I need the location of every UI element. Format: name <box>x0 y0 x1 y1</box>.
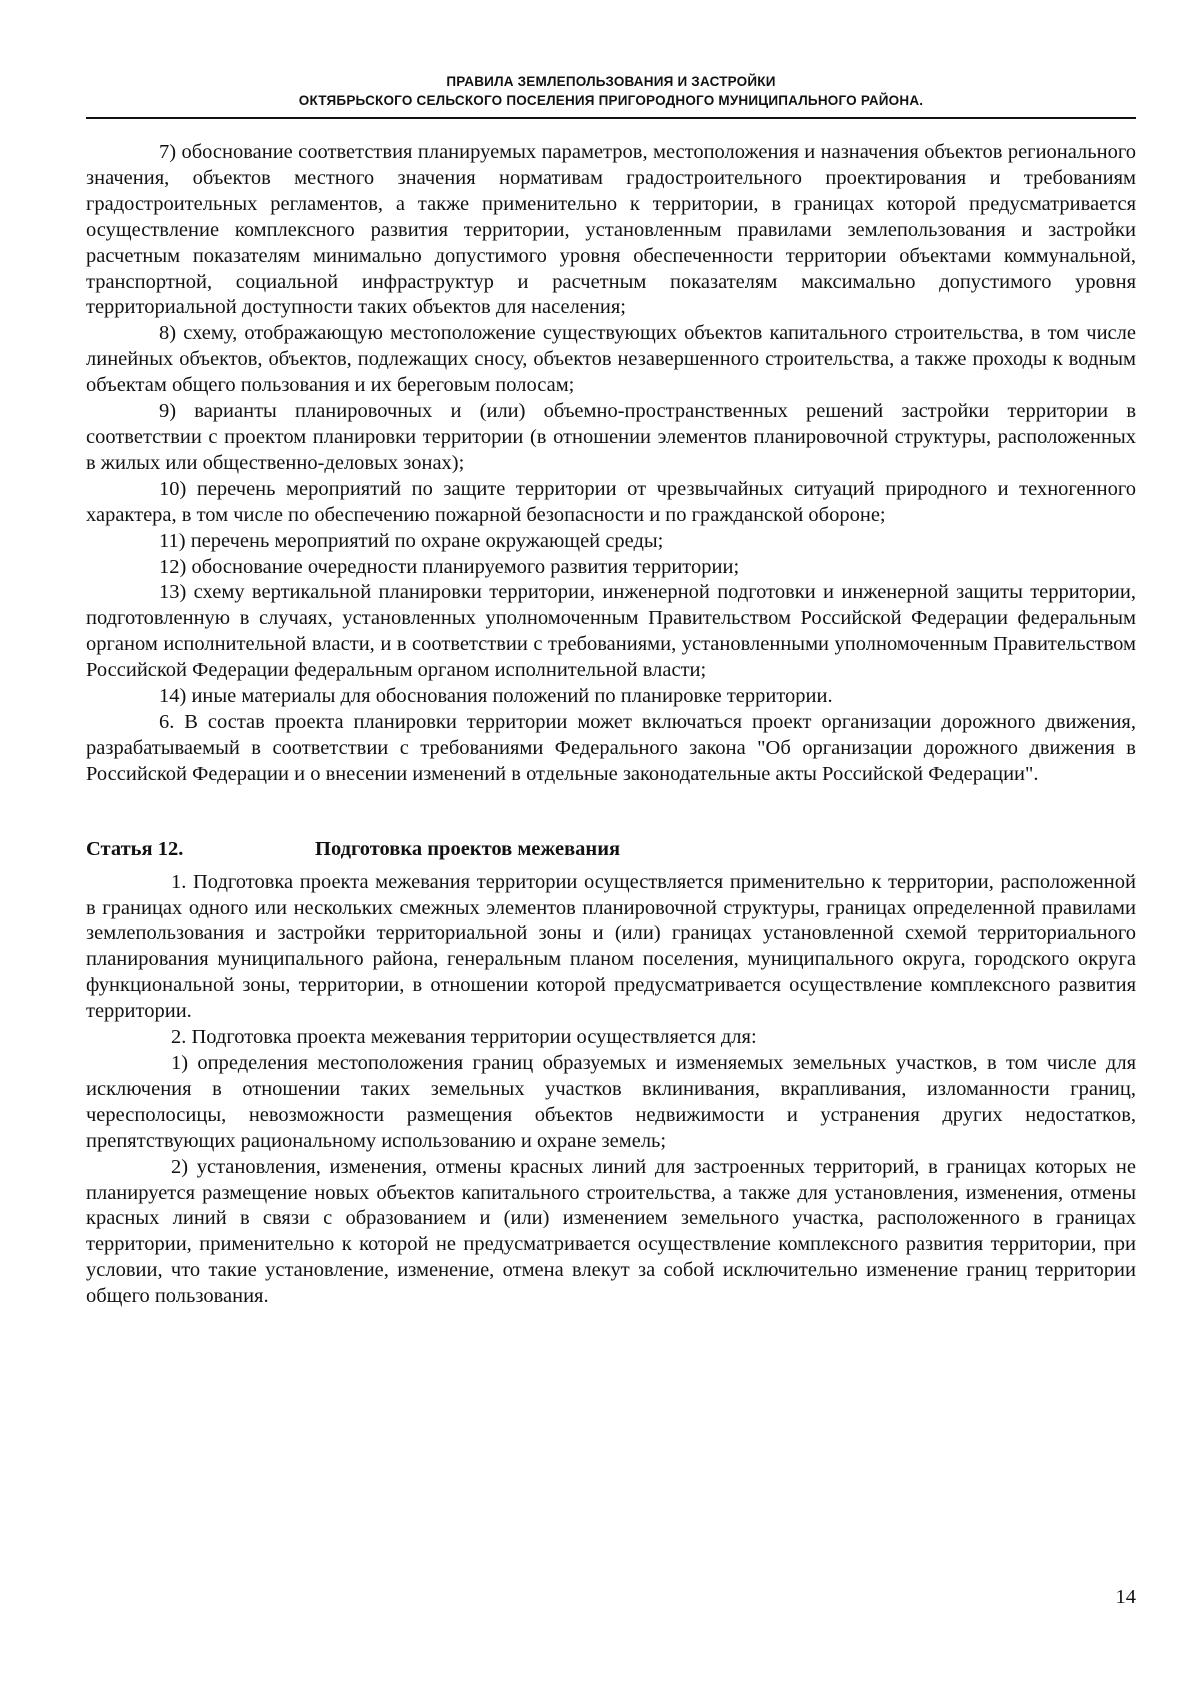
paragraph-item-12: 12) обоснование очередности планируемого развития территории; <box>159 555 740 578</box>
paragraph-item-11: 11) перечень мероприятий по охране окружающей среды; <box>159 529 664 552</box>
paragraph-point-6: 6. В состав проекта планировки территории может включаться проект организации дорожного движения, разрабатываемый в соответствии с требованиями Федерального закона "Об организации дорожного движения в Российской Федерации и о внесении изменений в отдельные законодательные акты Российской Федерации". <box>86 710 1136 785</box>
article-heading <box>86 836 1136 870</box>
paragraph-subitem-2: 2) установления, изменения, отмены красных линий для застроенных территорий, в границах которых не планируется размещение новых объектов капитального строительства, а также для установления, изменения, отмены красных линий в связи с образованием и (или) изменением земельного участка, расположенного в границах территории, применительно к которой не предусматривается осуществление комплексного развития территории, при условии, что такие установление, изменение, отмена влекут за собой исключительно изменение границ территории общего пользования. <box>86 1155 1136 1308</box>
article-number: Статья 12. <box>86 837 184 860</box>
header-line-1: ПРАВИЛА ЗЕМЛЕПОЛЬЗОВАНИЯ И ЗАСТРОЙКИ <box>446 74 776 89</box>
document-body <box>86 140 1136 1310</box>
paragraph-point-1: 1. Подготовка проекта межевания территории осуществляется применительно к территории, расположенной в границах одного или нескольких смежных элементов планировочной структуры, границах определенной правилами землепользования и застройки территориальной зоны и (или) границах установленной схемой территориального планирования муниципального района, генеральным планом поселения, муниципального округа, городского округа функциональной зоны, территории, в отношении которой предусматривается осуществление комплексного развития территории. <box>86 870 1136 1023</box>
header-line-2: ОКТЯБРЬСКОГО СЕЛЬСКОГО ПОСЕЛЕНИЯ ПРИГОРОДНОГО МУНИЦИПАЛЬНОГО РАЙОНА. <box>298 93 924 108</box>
paragraph-subitem-1: 1) определения местоположения границ образуемых и изменяемых земельных участков, в том числе для исключения в отношении таких земельных участков вклинивания, вкрапливания, изломанности границ, чересполосицы, невозможности размещения объектов недвижимости и устранения других недостатков, препятствующих рациональному использованию и охране земель; <box>86 1052 1136 1152</box>
paragraph-item-13: 13) схему вертикальной планировки территории, инженерной подготовки и инженерной защиты территории, подготовленную в случаях, установленных уполномоченным Правительством Российской Федерации федеральным органом исполнительной власти, и в соответствии с требованиями, установленными уполномоченным Правительством Российской Федерации федеральным органом исполнительной власти; <box>86 581 1136 682</box>
paragraph-item-7: 7) обоснование соответствия планируемых параметров, местоположения и назначения объектов регионального значения, объектов местного значения нормативам градостроительного проектирования и требованиям градостроительных регламентов, а также применительно к территории, в границах которой предусматривается осуществление комплексного развития территории, установленным правилами землепользования и застройки расчетным показателям минимально допустимого уровня обеспеченности территории объектами коммунальной, транспортной, социальной инфраструктур и расчетным показателям максимально допустимого уровня территориальной доступности таких объектов для населения; <box>86 141 1136 319</box>
paragraph-item-9: 9) варианты планировочных и (или) объемно-пространственных решений застройки территории в соответствии с проектом планировки территории (в отношении элементов планировочной структуры, расположенных в жилых или общественно-деловых зонах); <box>86 400 1136 474</box>
header-rule <box>86 117 1136 119</box>
paragraph-item-10: 10) перечень мероприятий по защите территории от чрезвычайных ситуаций природного и техногенного характера, в том числе по обеспечению пожарной безопасности и по гражданской обороне; <box>86 477 1136 526</box>
page-number: 14 <box>1115 1586 1136 1608</box>
paragraph-item-14: 14) иные материалы для обоснования положений по планировке территории. <box>159 685 833 708</box>
running-header <box>86 72 1136 110</box>
paragraph-point-2: 2. Подготовка проекта межевания территории осуществляется для: <box>171 1026 757 1049</box>
article-title: Подготовка проектов межевания <box>315 837 621 860</box>
paragraph-item-8: 8) схему, отображающую местоположение существующих объектов капитального строительства, в том числе линейных объектов, объектов, подлежащих сносу, объектов незавершенного строительства, а также проходы к водным объектам общего пользования и их береговым полосам; <box>86 322 1136 397</box>
